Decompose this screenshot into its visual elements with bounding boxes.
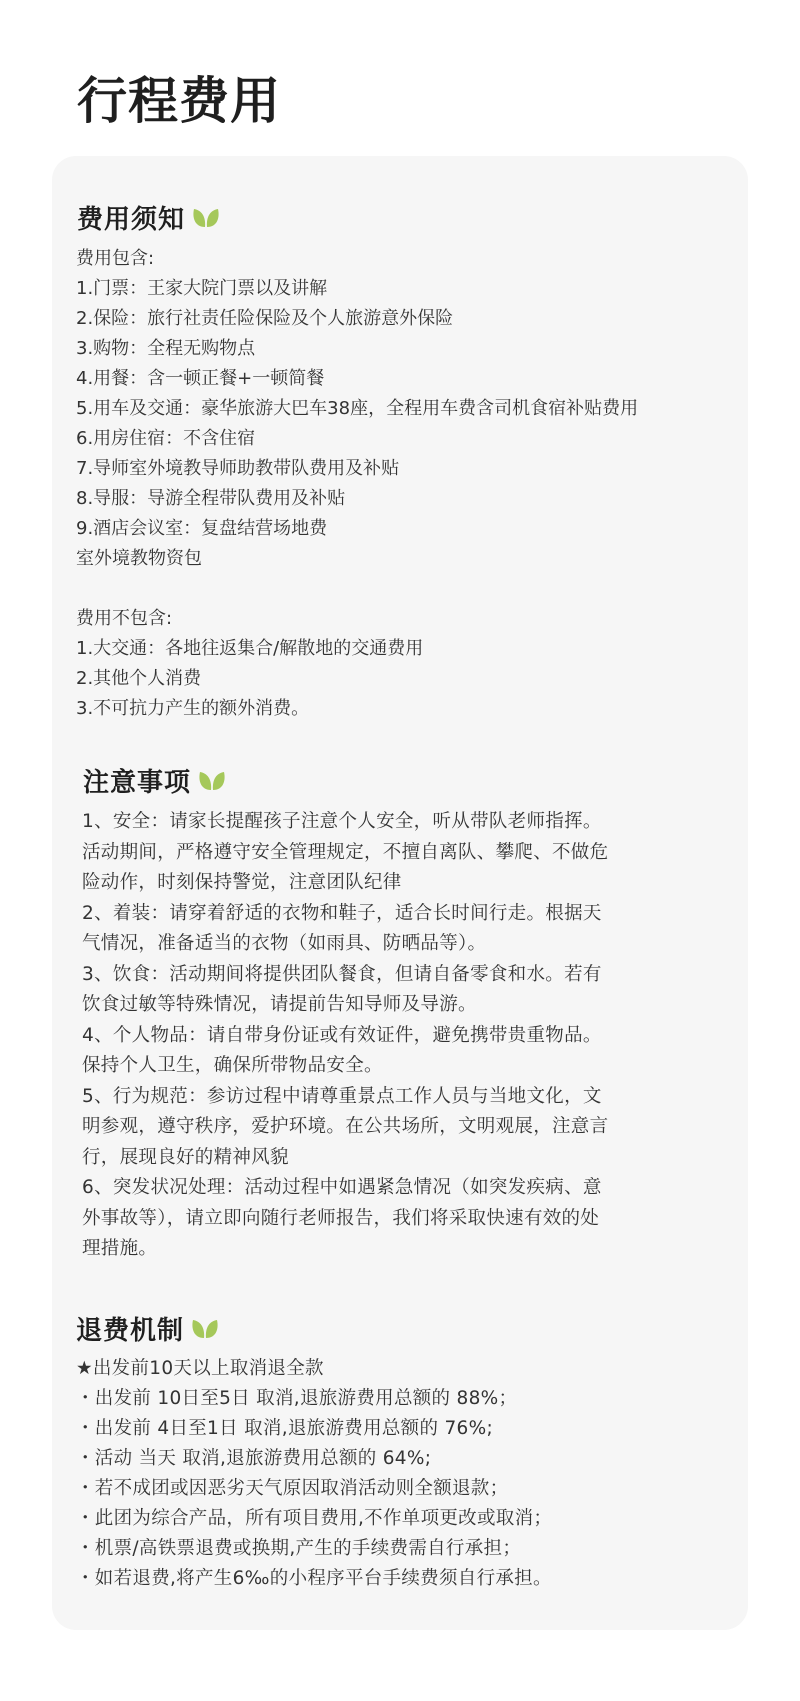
notes-line: 明参观，遵守秩序，爱护环境。在公共场所，文明观展，注意言 bbox=[82, 1116, 609, 1137]
refund-line: ・若不成团或因恶劣天气原因取消活动则全额退款； bbox=[76, 1478, 509, 1499]
leaf-icon bbox=[191, 205, 221, 229]
fee-notice-list bbox=[76, 244, 638, 724]
notes-line: 险动作，时刻保持警觉，注意团队纪律 bbox=[82, 872, 402, 893]
included-item: 3.购物：全程无购物点 bbox=[76, 338, 256, 359]
notes-line: 理措施。 bbox=[82, 1238, 158, 1259]
excluded-item: 1.大交通：各地往返集合/解散地的交通费用 bbox=[76, 638, 424, 659]
included-item: 1.门票：王家大院门票以及讲解 bbox=[76, 278, 328, 299]
notes-line: 饮食过敏等特殊情况，请提前告知导师及导游。 bbox=[82, 994, 477, 1015]
content-card bbox=[52, 156, 748, 1630]
included-header: 费用包含: bbox=[76, 248, 155, 269]
refund-line: ・机票/高铁票退费或换期,产生的手续费需自行承担； bbox=[76, 1538, 522, 1559]
refund-line: ・如若退费,将产生6‰的小程序平台手续费须自行承担。 bbox=[76, 1568, 552, 1589]
included-item: 室外境教物资包 bbox=[76, 548, 202, 569]
refund-line: ・出发前 10日至5日 取消,退旅游费用总额的 88%； bbox=[76, 1388, 518, 1409]
notes-line: 气情况，准备适当的衣物（如雨具、防晒品等）。 bbox=[82, 933, 487, 954]
excluded-item: 2.其他个人消费 bbox=[76, 668, 202, 689]
notes-list bbox=[82, 807, 608, 1265]
notes-line: 行，展现良好的精神风貌 bbox=[82, 1146, 289, 1168]
notes-line: 1、安全：请家长提醒孩子注意个人安全，听从带队老师指挥。 bbox=[82, 811, 602, 832]
section-header-notes bbox=[83, 760, 227, 800]
notes-line: 保持个人卫生，确保所带物品安全。 bbox=[82, 1055, 383, 1076]
spacer bbox=[76, 574, 638, 604]
page-title: 行程费用 bbox=[77, 72, 281, 130]
included-item: 2.保险：旅行社责任险保险及个人旅游意外保险 bbox=[76, 308, 454, 329]
included-item: 6.用房住宿：不含住宿 bbox=[76, 428, 256, 449]
section-title-notes: 注意事项 bbox=[83, 767, 192, 798]
refund-line: ・活动 当天 取消,退旅游费用总额的 64%; bbox=[76, 1448, 432, 1469]
included-item: 5.用车及交通：豪华旅游大巴车38座，全程用车费含司机食宿补贴费用 bbox=[76, 398, 639, 419]
section-header-refund bbox=[76, 1308, 220, 1348]
notes-line: 外事故等），请立即向随行老师报告，我们将采取快速有效的处 bbox=[82, 1207, 600, 1229]
notes-line: 4、个人物品：请自带身份证或有效证件，避免携带贵重物品。 bbox=[82, 1024, 602, 1046]
leaf-icon bbox=[197, 768, 227, 792]
notes-line: 5、行为规范：参访过程中请尊重景点工作人员与当地文化，文 bbox=[82, 1085, 602, 1107]
refund-list bbox=[76, 1354, 552, 1594]
included-item: 9.酒店会议室：复盘结营场地费 bbox=[76, 518, 328, 539]
included-item: 8.导服：导游全程带队费用及补贴 bbox=[76, 488, 346, 509]
notes-line: 3、饮食：活动期间将提供团队餐食，但请自备零食和水。若有 bbox=[82, 963, 602, 985]
excluded-item: 3.不可抗力产生的额外消费。 bbox=[76, 698, 310, 719]
excluded-header: 费用不包含: bbox=[76, 608, 173, 629]
notes-line: 6、突发状况处理：活动过程中如遇紧急情况（如突发疾病、意 bbox=[82, 1177, 602, 1198]
notes-line: 2、着装：请穿着舒适的衣物和鞋子，适合长时间行走。根据天 bbox=[82, 902, 602, 924]
refund-line: ・出发前 4日至1日 取消,退旅游费用总额的 76%; bbox=[76, 1418, 494, 1439]
refund-line: ・此团为综合产品，所有项目费用,不作单项更改或取消； bbox=[76, 1508, 553, 1529]
notes-line: 活动期间，严格遵守安全管理规定，不擅自离队、攀爬、不做危 bbox=[82, 841, 609, 863]
section-header-fee-notice bbox=[77, 197, 221, 237]
included-item: 4.用餐：含一顿正餐+一顿简餐 bbox=[76, 368, 325, 389]
section-title-refund: 退费机制 bbox=[76, 1315, 185, 1346]
refund-line: ★出发前10天以上取消退全款 bbox=[76, 1358, 324, 1379]
included-item: 7.导师室外境教导师助教带队费用及补贴 bbox=[76, 458, 400, 479]
section-title-fee-notice: 费用须知 bbox=[77, 204, 186, 235]
leaf-icon bbox=[190, 1316, 220, 1340]
